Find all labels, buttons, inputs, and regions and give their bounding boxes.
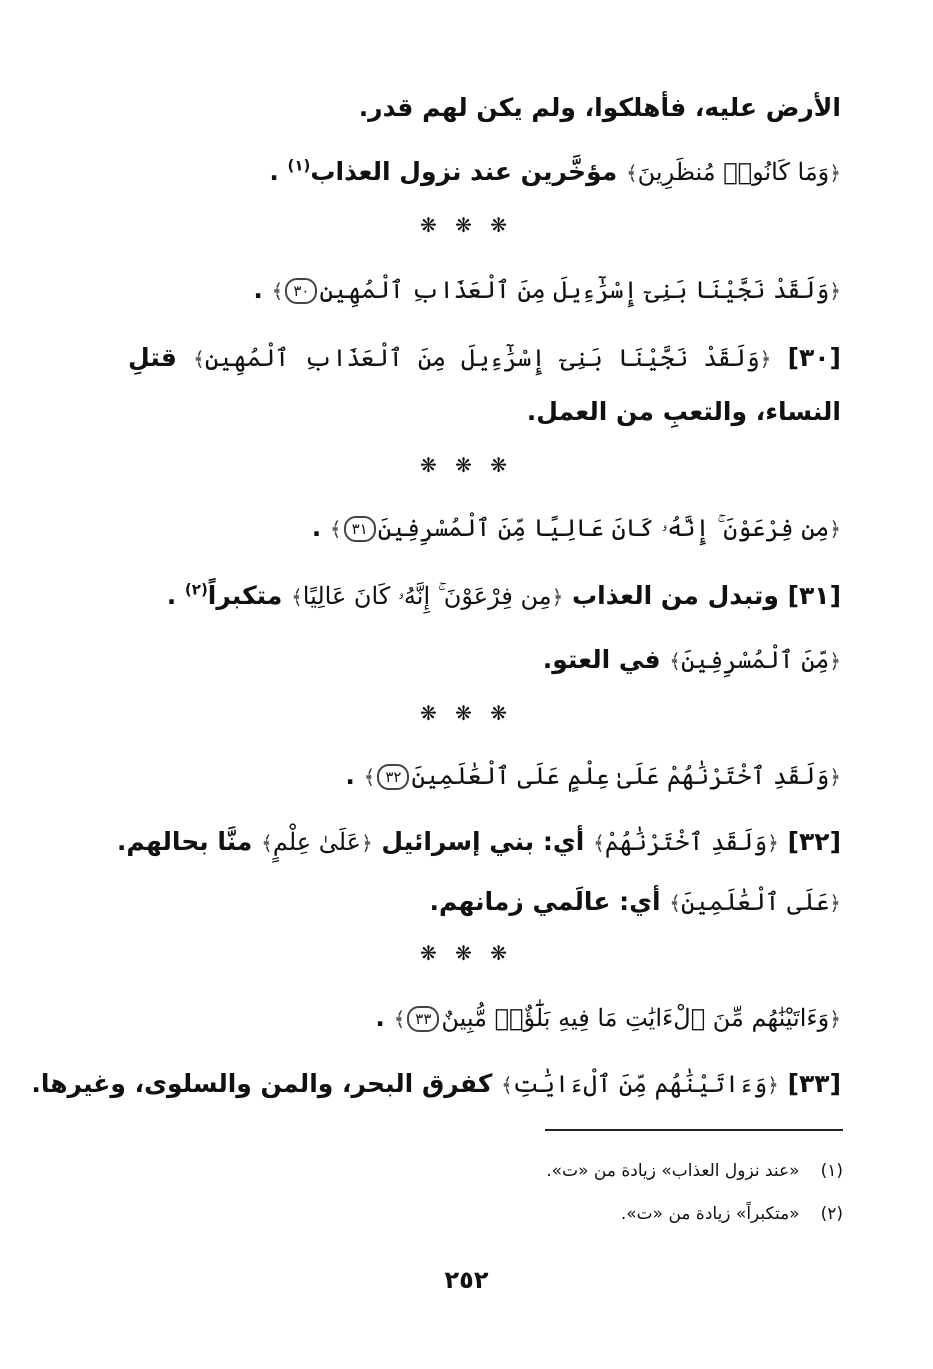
quran-bracket-open: ﴿ xyxy=(767,1073,779,1097)
quran-bracket-close: ﴾ xyxy=(669,649,682,673)
footnote-marker: (١) xyxy=(287,156,311,175)
quran-bracket-close: ﴾ xyxy=(625,161,638,185)
text-line-2 xyxy=(269,152,841,193)
verse-ref: [٣٠] xyxy=(787,343,841,372)
quran-bracket-open: ﴿ xyxy=(829,649,841,673)
quran-bracket-open: ﴿ xyxy=(829,765,841,789)
commentary-line-32b xyxy=(430,882,841,923)
line-end: . xyxy=(253,275,263,304)
footnote-1 xyxy=(546,1158,843,1184)
footnote-text: «متكبراً» زيادة من «ت». xyxy=(620,1204,800,1224)
quran-text: وَمَا كَانُوا۟ مُنظَرِينَ xyxy=(637,158,830,186)
quran-text: مِن فِرْعَوْنَ ۚ إِنَّهُۥ كَانَ عَالِيًا xyxy=(302,582,552,610)
quran-bracket-open: ﴿ xyxy=(829,1007,841,1031)
line-text: النساء، والتعبِ من العمل. xyxy=(526,397,841,426)
quran-text: وَلَقَدِ ٱخْتَرْنَٰهُمْ عَلَىٰ عِلْمٍ عَلَى ٱلْعَٰلَمِينَ xyxy=(411,762,830,790)
commentary-line-31 xyxy=(167,576,841,617)
quran-bracket-open: ﴿ xyxy=(829,161,841,185)
verse-line-31 xyxy=(312,508,841,549)
ayah-number: ٣٢ xyxy=(377,764,409,790)
text-line-5 xyxy=(527,392,841,432)
section-separator: ❋ ❋ ❋ xyxy=(420,701,513,725)
quran-bracket-open: ﴿ xyxy=(759,347,772,371)
line-text: أي: بني إسرائيل xyxy=(381,827,585,856)
line-text: الأرض عليه، فأهلكوا، ولم يكن لهم قدر. xyxy=(358,93,841,122)
quran-bracket-close: ﴾ xyxy=(193,347,205,371)
quran-text: عَلَى ٱلْعَٰلَمِينَ xyxy=(681,888,830,916)
quran-bracket-close: ﴾ xyxy=(261,831,273,855)
line-text: وتبدل من العذاب xyxy=(572,581,779,610)
quran-bracket-close: ﴾ xyxy=(669,891,682,915)
line-end: . xyxy=(311,513,322,542)
ayah-number: ٣١ xyxy=(344,516,376,542)
commentary-line-31b xyxy=(543,640,841,681)
quran-text: وَلَقَدِ ٱخْتَرْنَٰهُمْ xyxy=(604,828,768,856)
quran-text: وَلَقَدْ نَجَّيْنَا بَنِىٓ إِسْرَٰٓءِيلَ مِنَ ٱلْعَذَابِ ٱلْمُهِينِ xyxy=(204,344,760,372)
line-end: . xyxy=(166,581,177,610)
quran-bracket-open: ﴿ xyxy=(767,831,779,855)
line-end: . xyxy=(269,157,279,186)
line-text: أي: عالَمي زمانهم. xyxy=(429,887,661,916)
quran-bracket-open: ﴿ xyxy=(360,831,373,855)
quran-bracket-close: ﴾ xyxy=(593,831,605,855)
footnote-divider xyxy=(545,1129,843,1131)
section-separator: ❋ ❋ ❋ xyxy=(420,213,513,237)
quran-text: وَءَاتَيْنَٰهُم مِّنَ ٱلْءَايَٰتِ xyxy=(512,1070,768,1098)
quran-bracket-close: ﴾ xyxy=(291,585,303,609)
verse-ref: [٣٣] xyxy=(787,1069,841,1098)
quran-bracket-open: ﴿ xyxy=(551,585,564,609)
commentary-line-33 xyxy=(31,1064,841,1105)
quran-text: وَءَاتَيْنَٰهُم مِّنَ ٱلْءَايَٰتِ مَا فِيهِ بَلَٰٓؤٌا۟ مُّبِينٌ xyxy=(441,1004,830,1032)
line-text: قتلِ xyxy=(128,343,177,372)
quran-bracket-close: ﴾ xyxy=(329,517,342,541)
line-text: كفرق البحر، والمن والسلوى، وغيرها. xyxy=(31,1069,493,1098)
quran-bracket-open: ﴿ xyxy=(829,517,841,541)
verse-line-33 xyxy=(375,998,841,1039)
quran-bracket-close: ﴾ xyxy=(501,1073,513,1097)
quran-text: عَلَىٰ عِلْمٍ xyxy=(272,828,361,856)
quran-text: مِّنَ ٱلْمُسْرِفِينَ xyxy=(681,646,830,674)
line-text: في العتو. xyxy=(542,645,661,674)
quran-text: مِن فِرْعَوْنَ ۚ إِنَّهُۥ كَانَ عَالِيًا مِّنَ ٱلْمُسْرِفِينَ xyxy=(377,514,830,542)
commentary-line-32 xyxy=(117,822,841,863)
page-number: ٢٥٢ xyxy=(444,1266,489,1294)
quran-bracket-close: ﴾ xyxy=(363,765,376,789)
verse-line-30 xyxy=(253,270,841,311)
line-text: متكبراً xyxy=(207,581,283,610)
section-separator: ❋ ❋ ❋ xyxy=(420,941,513,965)
line-text: مؤخَّرين عند نزول العذاب xyxy=(310,157,618,186)
quran-bracket-open: ﴿ xyxy=(829,891,841,915)
footnote-2 xyxy=(621,1201,843,1227)
quran-text: وَلَقَدْ نَجَّيْنَا بَنِىٓ إِسْرَٰٓءِيلَ مِنَ ٱلْعَذَابِ ٱلْمُهِينِ xyxy=(319,276,830,304)
ayah-number: ٣٣ xyxy=(407,1006,439,1032)
footnote-text: «عند نزول العذاب» زيادة من «ت». xyxy=(546,1161,800,1181)
line-end: . xyxy=(375,1003,385,1032)
verse-ref: [٣١] xyxy=(787,581,841,610)
quran-bracket-close: ﴾ xyxy=(271,279,284,303)
line-text: منَّا بحالهم. xyxy=(116,827,253,856)
quran-bracket-close: ﴾ xyxy=(393,1007,406,1031)
ayah-number: ٣٠ xyxy=(285,278,317,304)
quran-bracket-open: ﴿ xyxy=(829,279,841,303)
verse-ref: [٣٢] xyxy=(787,827,841,856)
text-line-1 xyxy=(359,88,841,128)
line-end: . xyxy=(345,761,355,790)
footnote-number: (١) xyxy=(820,1161,843,1181)
commentary-line-30 xyxy=(128,338,841,378)
section-separator: ❋ ❋ ❋ xyxy=(420,453,513,477)
verse-line-32 xyxy=(345,756,841,797)
footnote-marker: (٢) xyxy=(184,580,208,599)
footnote-number: (٢) xyxy=(820,1204,843,1224)
